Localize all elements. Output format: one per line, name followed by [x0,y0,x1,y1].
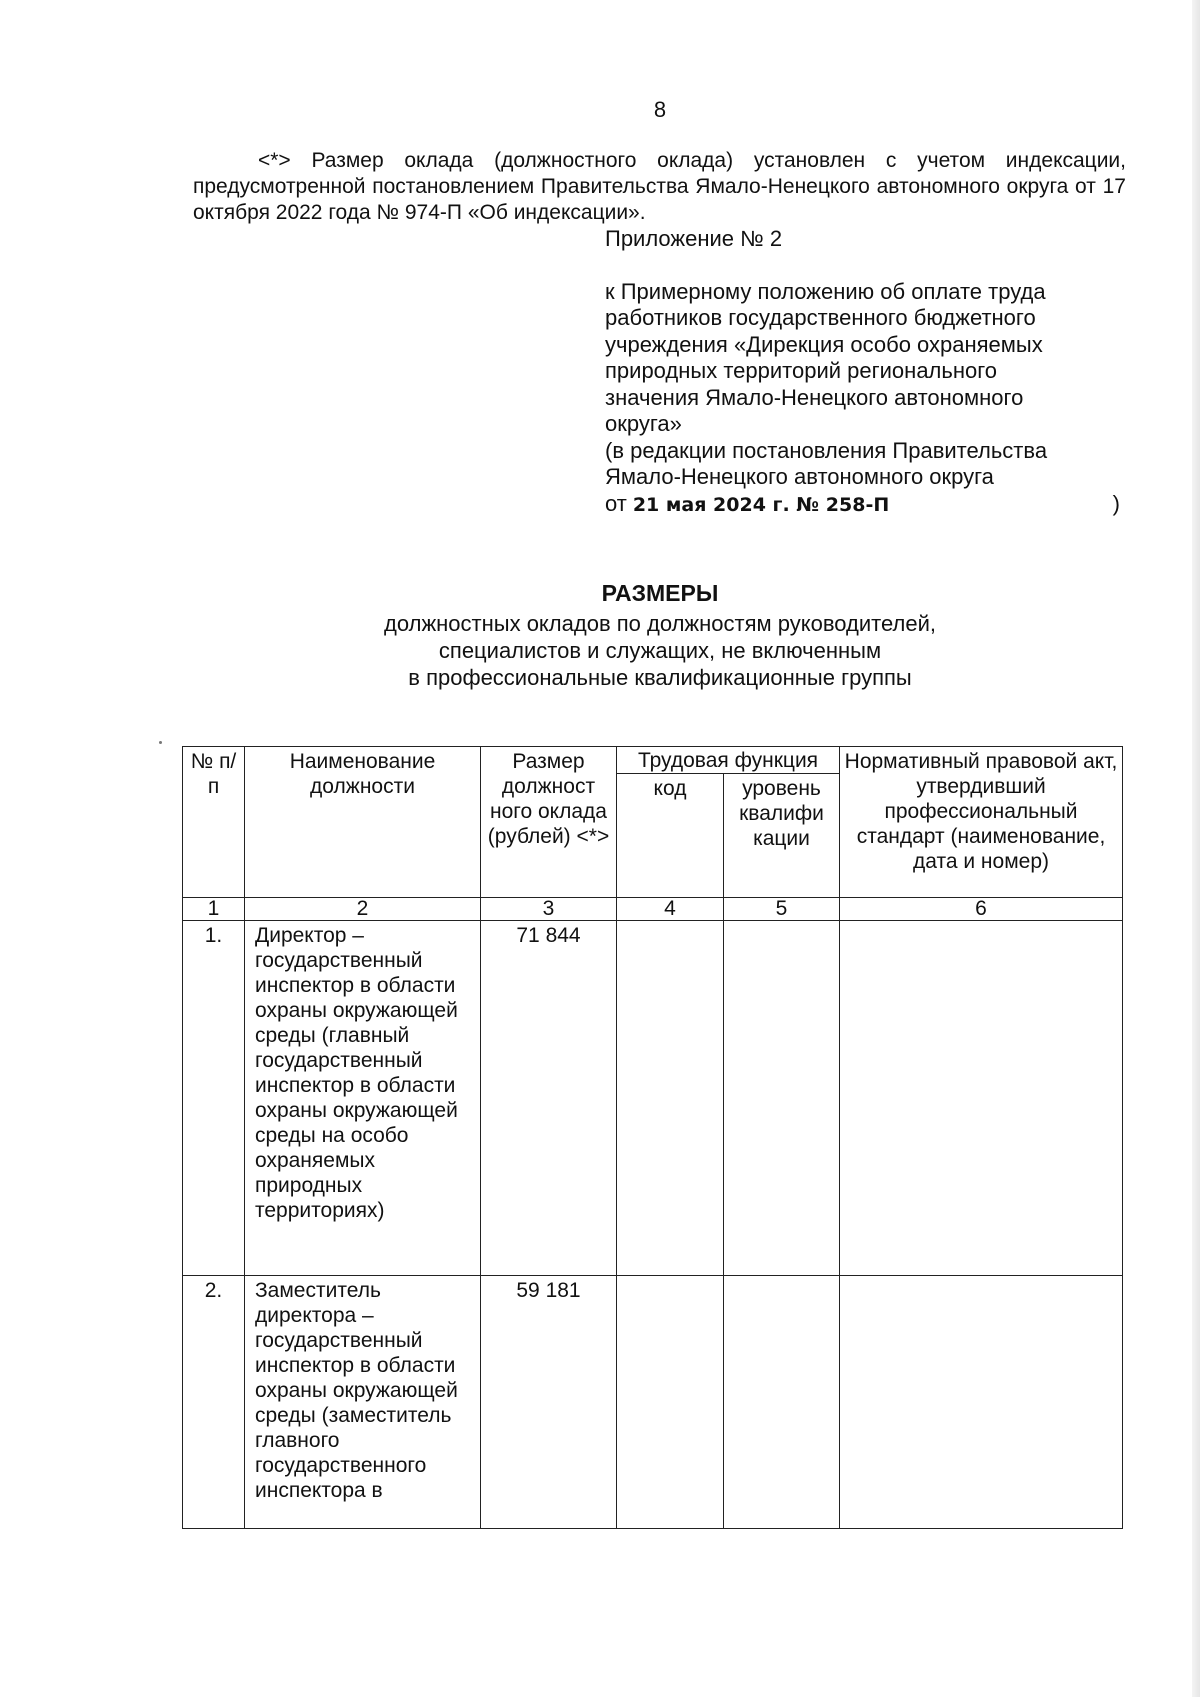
row-number: 2. [183,1276,245,1529]
scan-speck [159,741,162,744]
appendix-line: учреждения «Дирекция особо охраняемых [605,331,1043,357]
table-header-row [183,747,1123,774]
approval-suffix: ) [1112,490,1120,516]
footnote-text: <*> Размер оклада (должностного оклада) установлен с учетом индексации, предусмотренной постановлением Правительства Ямало-Ненецкого автономного округа от 17 октября 2022 года № 974-П «Об индексации». [193,149,1126,224]
heading-subtitle-line: должностных окладов по должностям руководителей, [384,611,936,636]
header-code: код [617,774,724,898]
page-edge-shadow [1192,0,1200,1697]
column-number: 1 [183,898,245,921]
column-number-row [183,898,1123,921]
appendix-line: работников государственного бюджетного [605,305,1036,330]
row-level [724,1276,840,1529]
appendix-block [605,226,1130,518]
header-salary: Размер должност ного оклада (рублей) <*> [481,747,617,898]
header-regulation: Нормативный правовой акт, утвердивший профессиональный стандарт (наименование, дата и номер) [840,747,1123,898]
appendix-line: Ямало-Ненецкого автономного округа [605,464,994,489]
row-code [617,1276,724,1529]
appendix-line: значения Ямало-Ненецкого автономного [605,384,1024,410]
appendix-line: округа» [605,411,682,436]
header-position: Наименование должности [245,747,481,898]
row-position: Директор – государственный инспектор в области охраны окружающей среды (главный государственный инспектор в области охраны окружающей среды на особо охраняемых природных территориях) [245,921,481,1276]
table-row [183,1276,1123,1529]
column-number: 3 [481,898,617,921]
heading-subtitle-line: в профессиональные квалификационные группы [408,665,912,690]
column-number: 4 [617,898,724,921]
row-regulation [840,1276,1123,1529]
appendix-line: (в редакции постановления Правительства [605,437,1048,463]
row-level [724,921,840,1276]
table-row [183,921,1123,1276]
heading-title: РАЗМЕРЫ [601,580,719,606]
appendix-line: к Примерному положению об оплате труда [605,278,1046,304]
column-number: 6 [840,898,1123,921]
document-heading [0,580,1200,691]
appendix-title: Приложение № 2 [605,226,783,251]
row-salary: 59 181 [481,1276,617,1529]
header-number: № п/п [183,747,245,898]
row-position: Заместитель директора – государственный инспектор в области охраны окружающей среды (заместитель главного государственного инспектора в [245,1276,481,1529]
row-salary: 71 844 [481,921,617,1276]
column-number: 5 [724,898,840,921]
column-number: 2 [245,898,481,921]
footnote [193,148,1126,226]
heading-subtitle-line: специалистов и служащих, не включенным [438,638,882,663]
approval-line [605,491,1130,519]
appendix-line: природных территорий регионального [605,358,998,383]
row-number: 1. [183,921,245,1276]
row-regulation [840,921,1123,1276]
header-labor-function: Трудовая функция [617,747,840,774]
header-level: уровень квалифи кации [724,774,840,898]
row-code [617,921,724,1276]
page-number: 8 [653,97,667,122]
salary-table [182,746,1123,1529]
approval-prefix: от [605,490,627,516]
approval-date: 21 мая 2024 г. № 258-П [632,493,890,516]
